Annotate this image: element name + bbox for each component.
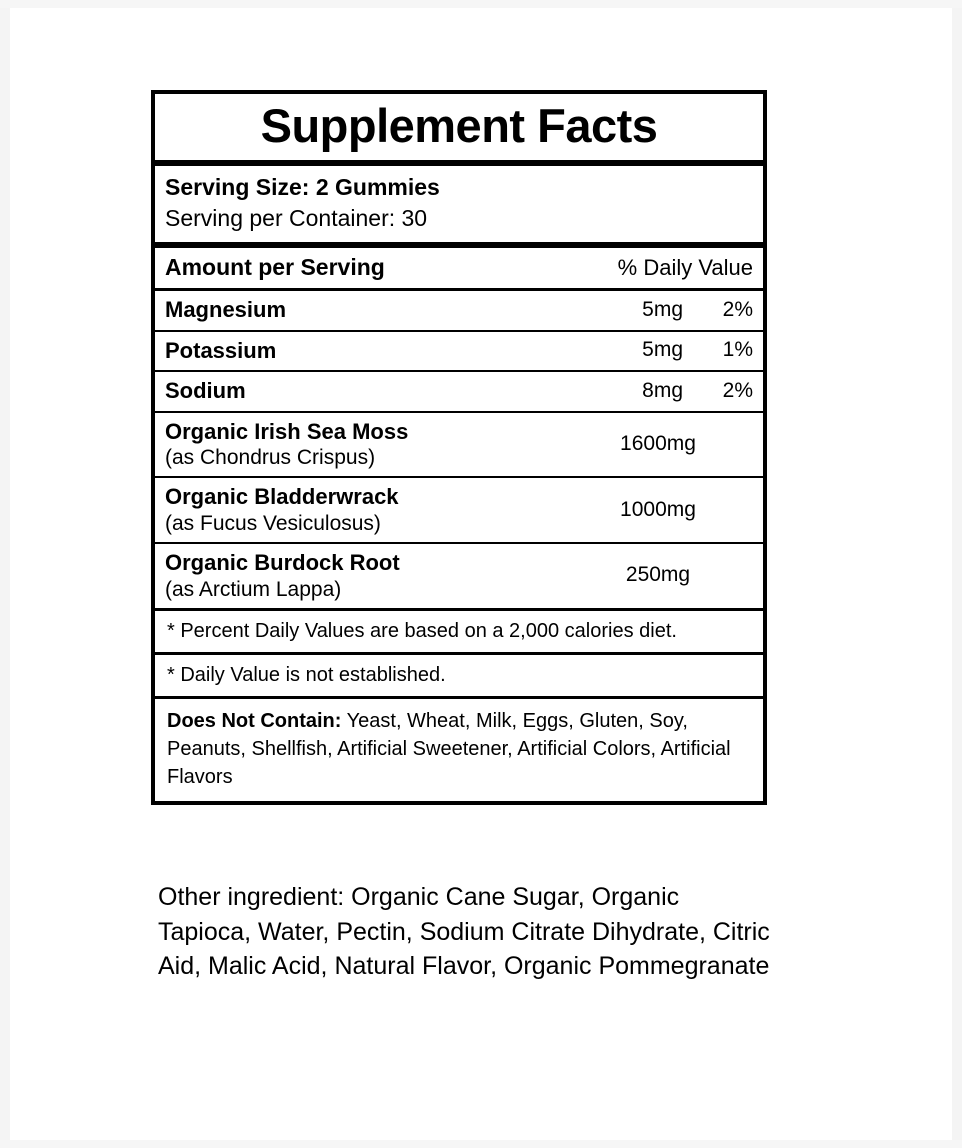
nutrient-daily-value: 1% [722,338,753,362]
botanical-common-name: Organic Bladderwrack [165,484,399,510]
nutrient-name: Potassium [165,337,277,363]
nutrient-name: Sodium [165,378,246,404]
botanical-common-name: Organic Burdock Root [165,550,400,576]
table-row [155,372,763,413]
allergen-statement [155,699,763,801]
allergen-statement-text: Yeast, Wheat, Milk, Eggs, Gluten, Soy, Peanuts, Shellfish, Artificial Sweetener, Artificial Colors, Artificial Flavors [167,709,731,788]
daily-value-header: % Daily Value [617,254,753,280]
table-row [155,413,763,479]
table-row [155,478,763,544]
supplement-facts-panel [151,90,767,805]
nutrient-amount: 5mg [642,297,683,321]
serving-information [155,166,763,248]
botanical-latin-name: (as Fucus Vesiculosus) [165,511,381,535]
other-ingredients-text: Other ingredient: Organic Cane Sugar, Organic Tapioca, Water, Pectin, Sodium Citrate Dihydrate, Citric Aid, Malic Acid, Natural Flavor, Organic Pommegranate [158,883,770,980]
serving-size: Serving Size: 2 Gummies [165,174,440,201]
daily-value-footnote: * Percent Daily Values are based on a 2,000 calories diet. [155,611,763,655]
botanical-amount: 1600mg [620,432,696,456]
table-row [155,544,763,611]
page-edge-bottom [0,1140,962,1148]
nutrient-daily-value: 2% [722,378,753,402]
page-edge-top [0,0,962,8]
panel-title: Supplement Facts [155,94,763,166]
amount-per-serving-header: Amount per Serving [165,254,385,281]
nutrient-name: Magnesium [165,297,287,323]
botanical-name [165,483,563,536]
servings-per-container: Serving per Container: 30 [165,205,428,232]
allergen-statement-label: Does Not Contain: [167,709,342,732]
nutrient-amount: 8mg [642,378,683,402]
daily-value-not-established-footnote: * Daily Value is not established. [155,655,763,699]
botanical-amount: 250mg [625,563,691,587]
table-row [155,291,763,332]
botanical-latin-name: (as Chondrus Crispus) [165,446,376,470]
botanical-name [165,418,563,471]
nutrient-daily-value: 2% [722,297,753,321]
table-header-row [155,248,763,291]
botanical-name [165,549,563,602]
table-row [155,332,763,373]
page-edge-right [952,0,962,1148]
nutrient-amount: 5mg [642,338,683,362]
botanical-amount: 1000mg [620,497,696,521]
page-edge-left [0,0,10,1148]
botanical-common-name: Organic Irish Sea Moss [165,418,409,444]
botanical-latin-name: (as Arctium Lappa) [165,577,342,601]
